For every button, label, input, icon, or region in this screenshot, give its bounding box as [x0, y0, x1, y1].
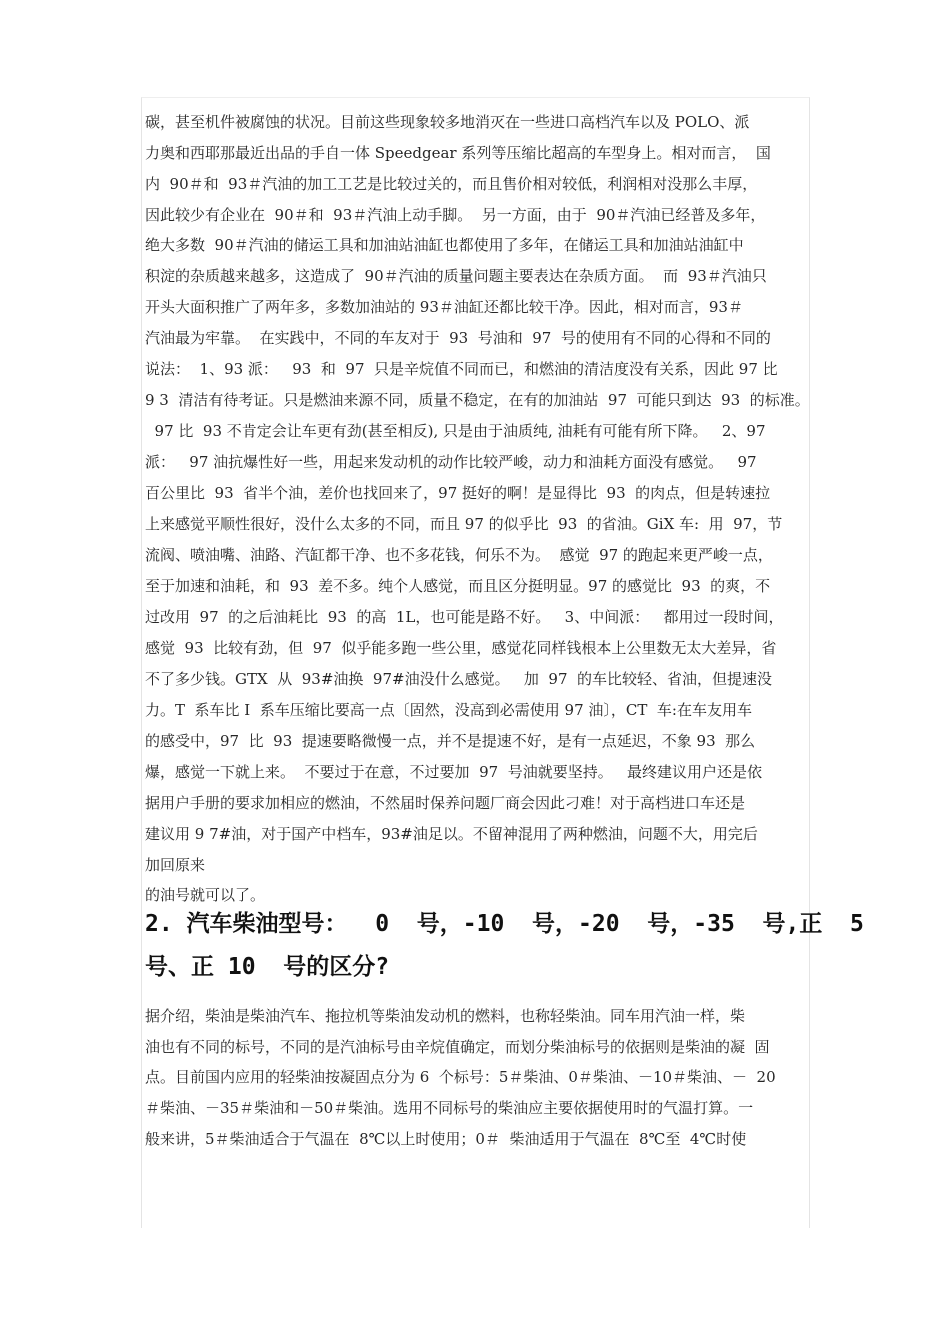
text-line: 建议用 9 7#油，对于国产中档车，93#油足以。不留神混用了两种燃油，问题不大，用完后: [145, 825, 758, 843]
text-line: 开头大面积推广了两年多，多数加油站的 93＃油缸还都比较干净。因此，相对而言，93＃: [145, 298, 743, 316]
text-line: 点。目前国内应用的轻柴油按凝固点分为 6 个标号：5＃柴油、0＃柴油、－10＃柴油、－ 20: [145, 1068, 776, 1086]
text-line: 爆，感觉一下就上来。 不要过于在意，不过要加 97 号油就要坚持。 最终建议用户还是依: [145, 763, 763, 781]
text-line: 碳，甚至机件被腐蚀的状况。目前这些现象较多地消灭在一些进口高档汽车以及 POLO、派: [145, 113, 750, 131]
text-line: 油也有不同的标号，不同的是汽油标号由辛烷值确定，而划分柴油标号的依据则是柴油的凝 固: [145, 1038, 770, 1056]
text-line: 的油号就可以了。: [145, 886, 266, 904]
text-line: 力奥和西耶那最近出品的手自一体 Speedgear 系列等压缩比超高的车型身上。相对而言， 国: [145, 144, 771, 162]
text-line: 至于加速和油耗，和 93 差不多。纯个人感觉，而且区分挺明显。97 的感觉比 93 的爽，不: [145, 577, 771, 595]
text-line: 汽油最为牢靠。 在实践中，不同的车友对于 93 号油和 97 号的使用有不同的心得和不同的: [145, 329, 771, 347]
text-line: 上来感觉平顺性很好，没什么太多的不同，而且 97 的似乎比 93 的省油。GiX 车: 用 97，节: [145, 515, 783, 533]
text-line: 9 3 清洁有待考证。只是燃油来源不同，质量不稳定，在有的加油站 97 可能只到达 93 的标准。: [145, 391, 810, 409]
text-line: 加回原来: [145, 856, 206, 874]
text-line: 据介绍，柴油是柴油汽车、拖拉机等柴油发动机的燃料，也称轻柴油。同车用汽油一样，柴: [145, 1007, 746, 1025]
text-line: 流阀、喷油嘴、油路、汽缸都干净、也不多花钱，何乐不为。 感觉 97 的跑起来更严峻一点，: [145, 546, 773, 564]
text-line: 绝大多数 90＃汽油的储运工具和加油站油缸也都使用了多年，在储运工具和加油站油缸中: [145, 236, 744, 254]
text-line: 百公里比 93 省半个油，差价也找回来了，97 挺好的啊！是显得比 93 的肉点，但是转速拉: [145, 484, 771, 502]
text-line: 不了多少钱。GTX 从 93#油换 97#油没什么感觉。 加 97 的车比较轻、省油，但提速没: [145, 670, 773, 688]
section-heading: 2. 汽车柴油型号： 0 号，-10 号，-20 号，-35 号,正 5: [145, 911, 864, 937]
text-line: 因此较少有企业在 90＃和 93＃汽油上动手脚。 另一方面，由于 90＃汽油已经普及多年，: [145, 206, 766, 224]
text-line: 感觉 93 比较有劲，但 97 似乎能多跑一些公里，感觉花同样钱根本上公里数无太大差异，省: [145, 639, 777, 657]
text-line: 的感受中，97 比 93 提速要略微慢一点，并不是提速不好，是有一点延迟，不象 93 那么: [145, 732, 756, 750]
text-line: 过改用 97 的之后油耗比 93 的高 1L，也可能是路不好。 3、中间派： 都用过一段时间，: [145, 608, 784, 626]
text-line: ＃柴油、－35＃柴油和－50＃柴油。选用不同标号的柴油应主要依据使用时的气温打算。一: [145, 1099, 754, 1117]
text-line: 97 比 93 不肯定会让车更有劲(甚至相反), 只是由于油质纯, 油耗有可能有所下降。 2、97: [145, 422, 766, 440]
text-line: 内 90＃和 93＃汽油的加工工艺是比较过关的，而且售价相对较低，利润相对没那么丰厚，: [145, 175, 758, 193]
section-heading: 号、正 10 号的区分?: [145, 954, 390, 980]
text-line: 据用户手册的要求加相应的燃油，不然届时保养问题厂商会因此刁难！对于高档进口车还是: [145, 794, 746, 812]
text-line: 派： 97 油抗爆性好一些，用起来发动机的动作比较严峻，动力和油耗方面没有感觉。 97: [145, 453, 757, 471]
text-line: 积淀的杂质越来越多，这造成了 90＃汽油的质量问题主要表达在杂质方面。 而 93＃汽油只: [145, 267, 767, 285]
text-line: 般来讲，5＃柴油适合于气温在 8℃以上时使用；0＃ 柴油适用于气温在 8℃至 4℃时使: [145, 1130, 747, 1148]
text-line: 力。T 系车比 I 系车压缩比要高一点〔固然，没高到必需使用 97 油〕，CT 车:在车友用车: [145, 701, 752, 719]
text-line: 说法： 1、93 派： 93 和 97 只是辛烷值不同而已，和燃油的清洁度没有关系，因此 97 比: [145, 360, 778, 378]
